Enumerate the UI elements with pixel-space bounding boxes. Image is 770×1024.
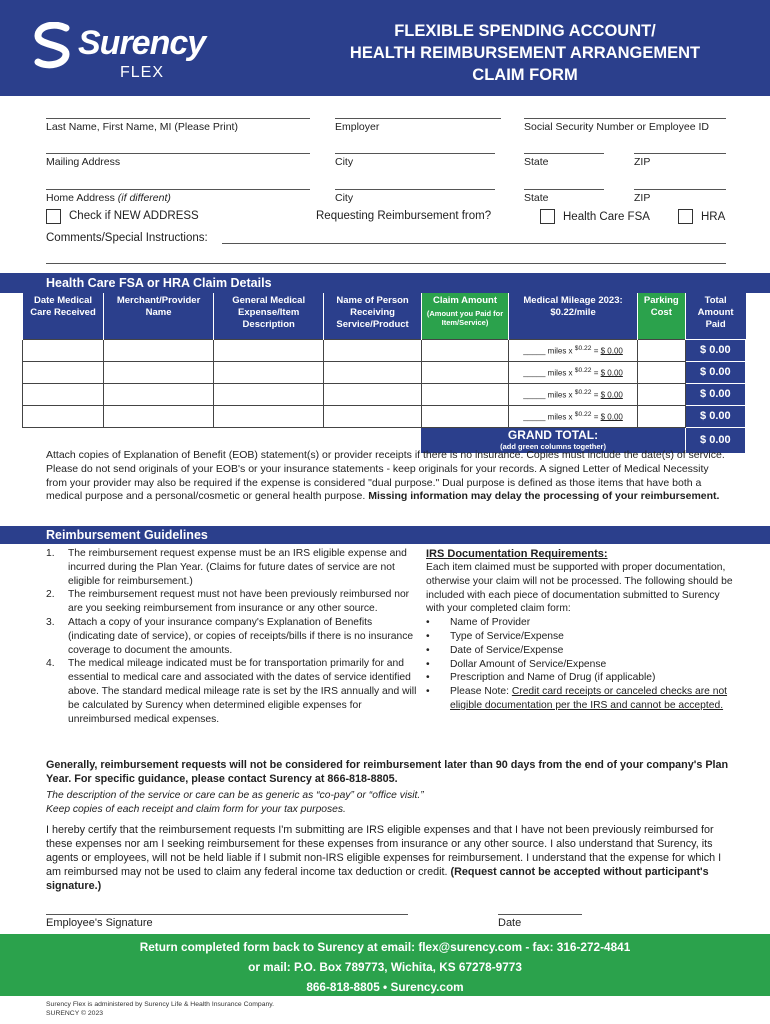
amount-cell[interactable] [421,405,508,427]
merchant-cell[interactable] [104,405,214,427]
name-label: Last Name, First Name, MI (Please Print) [46,121,238,133]
col-general: General Medical Expense/Item Description [214,293,324,339]
signature-label: Employee's Signature [46,917,153,929]
home-zip-input[interactable] [634,189,726,190]
comments-label: Comments/Special Instructions: [46,232,208,244]
home-state-input[interactable] [524,189,604,190]
state-input[interactable] [524,153,604,154]
comments-input-line-2[interactable] [46,263,726,264]
list-item: • Date of Service/Expense [426,644,564,656]
amount-cell[interactable] [421,339,508,361]
person-cell[interactable] [324,361,422,383]
claim-table [22,293,746,454]
merchant-cell[interactable] [104,339,214,361]
footer-email-fax: Return completed form back to Surency at email: flex@surency.com - fax: 316-272-4841 [139,940,631,954]
table-row [23,383,746,405]
mailing-address-input[interactable] [46,153,310,154]
col-date: Date Medical Care Received [23,293,104,339]
return-instructions-footer [0,934,770,996]
title-line-1: FLEXIBLE SPENDING ACCOUNT/ [394,22,656,40]
description-cell[interactable] [214,339,324,361]
irs-list [426,616,736,713]
surency-logo [32,20,222,86]
certification-statement: I hereby certify that the reimbursement requests I'm submitting are IRS eligible expenses and that I have not been previously reimbursed for these expenses nor am I seeking reimbursement for these expenses from insurance or any other source. I also understand that Surency, its agents or employees, will not be held liable if I submit non-IRS eligible expenses for reimbursement. I understand that the expense for which I am reimbursed may not be used to claim any federal income tax deduction or credit. (Request cannot be accepted without participant's signature.) [46,824,722,892]
list-item: • Prescription and Name of Drug (if applicable) [426,672,656,684]
name-input[interactable] [46,118,310,119]
parking-cell[interactable] [637,383,685,405]
row-total: $ 0.00 [685,405,745,427]
new-address-label: Check if NEW ADDRESS [69,210,199,222]
zip-label: ZIP [634,156,651,168]
attach-instructions: Attach copies of Explanation of Benefit (EOB) statement(s) or provider receipts if there is no insurance. Copies must include the date(s) of service. Please do not send originals of your EOB's or your insurance statements - keep originals for your records. A signed Letter of Medical Necessity from your provider may also be required if the expense is considered "dual purpose." Dual purpose is defined as those items that have both a medical purpose and a personal/cosmetic or general health purpose. Missing information may delay the processing of your reimbursement. [46,449,725,503]
mileage-cell[interactable]: _____ miles x $^{\$0.22}$ = $ 0.00 [509,383,638,405]
form-header [0,0,770,96]
health-fsa-label: Health Care FSA [563,211,650,223]
date-cell[interactable] [23,383,104,405]
home-address-input[interactable] [46,189,310,190]
home-city-input[interactable] [335,189,495,190]
ssn-label: Social Security Number or Employee ID [524,121,709,133]
grand-total-value: $ 0.00 [685,427,745,453]
logo-flex-label: FLEX [120,64,165,81]
hra-checkbox[interactable] [678,209,693,224]
parking-cell[interactable] [637,339,685,361]
description-cell[interactable] [214,361,324,383]
row-total: $ 0.00 [685,361,745,383]
irs-requirements [426,547,736,713]
person-cell[interactable] [324,383,422,405]
claim-table-header [23,293,746,339]
ssn-input[interactable] [524,118,726,119]
col-merchant: Merchant/Provider Name [104,293,214,339]
home-address-label: Home Address (if different) [46,192,171,204]
hra-label: HRA [701,211,726,223]
table-row [23,361,746,383]
row-total: $ 0.00 [685,339,745,361]
zip-input[interactable] [634,153,726,154]
description-cell[interactable] [214,383,324,405]
mailing-address-label: Mailing Address [46,156,121,168]
col-amount: Claim Amount (Amount you Paid for Item/Service) [421,293,508,339]
date-cell[interactable] [23,405,104,427]
city-label: City [335,156,354,168]
list-item: 1. The reimbursement request expense must be an IRS eligible expense and incurred during the Plan Year. (Claims for future dates of service are not eligible for reimbursement.) [46,548,407,587]
date-cell[interactable] [23,339,104,361]
claim-details-header: Health Care FSA or HRA Claim Details [0,273,770,293]
list-item: 2. The reimbursement request must not have been previously reimbursed nor are you seeking reimbursement from insurance or any other source. [46,589,410,615]
form-title [300,20,750,86]
employer-input[interactable] [335,118,501,119]
city-input[interactable] [335,153,495,154]
home-city-label: City [335,192,354,204]
list-item: 4. The medical mileage indicated must be for transportation primarily for and essential to medical care and associated with the dates of service identified above. The standard medical mileage rate is set by the IRS annually and will be calculated by Surency when determined eligible expenses for unreimbursed medical expenses. [46,658,417,725]
title-line-3: CLAIM FORM [472,66,578,84]
footer-mail: or mail: P.O. Box 789773, Wichita, KS 67278-9773 [248,960,522,974]
row-total: $ 0.00 [685,383,745,405]
col-total: Total Amount Paid [685,293,745,339]
date-cell[interactable] [23,361,104,383]
list-item: • Please Note: Credit card receipts or canceled checks are not eligible documentation per the IRS and cannot be accepted. [426,686,728,711]
col-person: Name of Person Receiving Service/Product [324,293,422,339]
employer-label: Employer [335,121,380,133]
fine-print: Surency Flex is administered by Surency Life & Health Insurance Company. SURENCY © 2023 [46,1001,275,1017]
amount-cell[interactable] [421,383,508,405]
new-address-checkbox[interactable] [46,209,61,224]
requesting-label: Requesting Reimbursement from? [316,210,492,222]
amount-cell[interactable] [421,361,508,383]
person-cell[interactable] [324,339,422,361]
mileage-cell[interactable]: _____ miles x $^{\$0.22}$ = $ 0.00 [509,361,638,383]
health-fsa-checkbox[interactable] [540,209,555,224]
home-state-label: State [524,192,549,204]
list-item: • Type of Service/Expense [426,630,564,642]
state-label: State [524,156,549,168]
description-cell[interactable] [214,405,324,427]
footer-phone-web: 866-818-8805 • Surency.com [306,980,464,994]
person-cell[interactable] [324,405,422,427]
grand-total-label: GRAND TOTAL: (add green columns together) [421,427,685,453]
merchant-cell[interactable] [104,361,214,383]
plan-year-notice: Generally, reimbursement requests will not be considered for reimbursement later than 90 days from the end of your company's Plan Year. For specific guidance, please contact Surency at 866-818-8805. [46,759,729,785]
surency-s-icon [32,22,74,74]
table-row [23,339,746,361]
generic-description-note: The description of the service or care can be as generic as “co-pay” or “office visit.” Keep copies of each receipt and claim form for your tax purposes. [46,790,424,815]
list-item: • Dollar Amount of Service/Expense [426,658,607,670]
table-row [23,405,746,427]
guidelines-list [46,547,418,726]
list-item: • Name of Provider [426,617,531,629]
parking-cell[interactable] [637,361,685,383]
home-zip-label: ZIP [634,192,651,204]
col-parking: Parking Cost [637,293,685,339]
logo-wordmark: Surency [78,24,206,62]
comments-input[interactable] [222,243,726,244]
date-label: Date [498,917,522,929]
irs-title: IRS Documentation Requirements: [426,548,608,560]
list-item: 3. Attach a copy of your insurance company's Explanation of Benefits (indicating date of service), or copies of receipts/bills if there is no insurance coverage to document the amounts. [46,616,414,656]
mileage-cell[interactable]: _____ miles x $^{\$0.22}$ = $ 0.00 [509,405,638,427]
mileage-cell[interactable]: _____ miles x $^{\$0.22}$ = $ 0.00 [509,339,638,361]
title-line-2: HEALTH REIMBURSEMENT ARRANGEMENT [349,44,701,62]
irs-intro: Each item claimed must be supported with proper documentation, otherwise your claim will not be processed. The following should be included with each piece of documentation submitted to Surency with your completed claim form: [426,562,733,615]
merchant-cell[interactable] [104,383,214,405]
col-mileage: Medical Mileage 2023: $0.22/mile [509,293,638,339]
guidelines-header: Reimbursement Guidelines [0,526,770,544]
parking-cell[interactable] [637,405,685,427]
date-input[interactable] [498,914,582,915]
signature-input[interactable] [46,914,408,915]
